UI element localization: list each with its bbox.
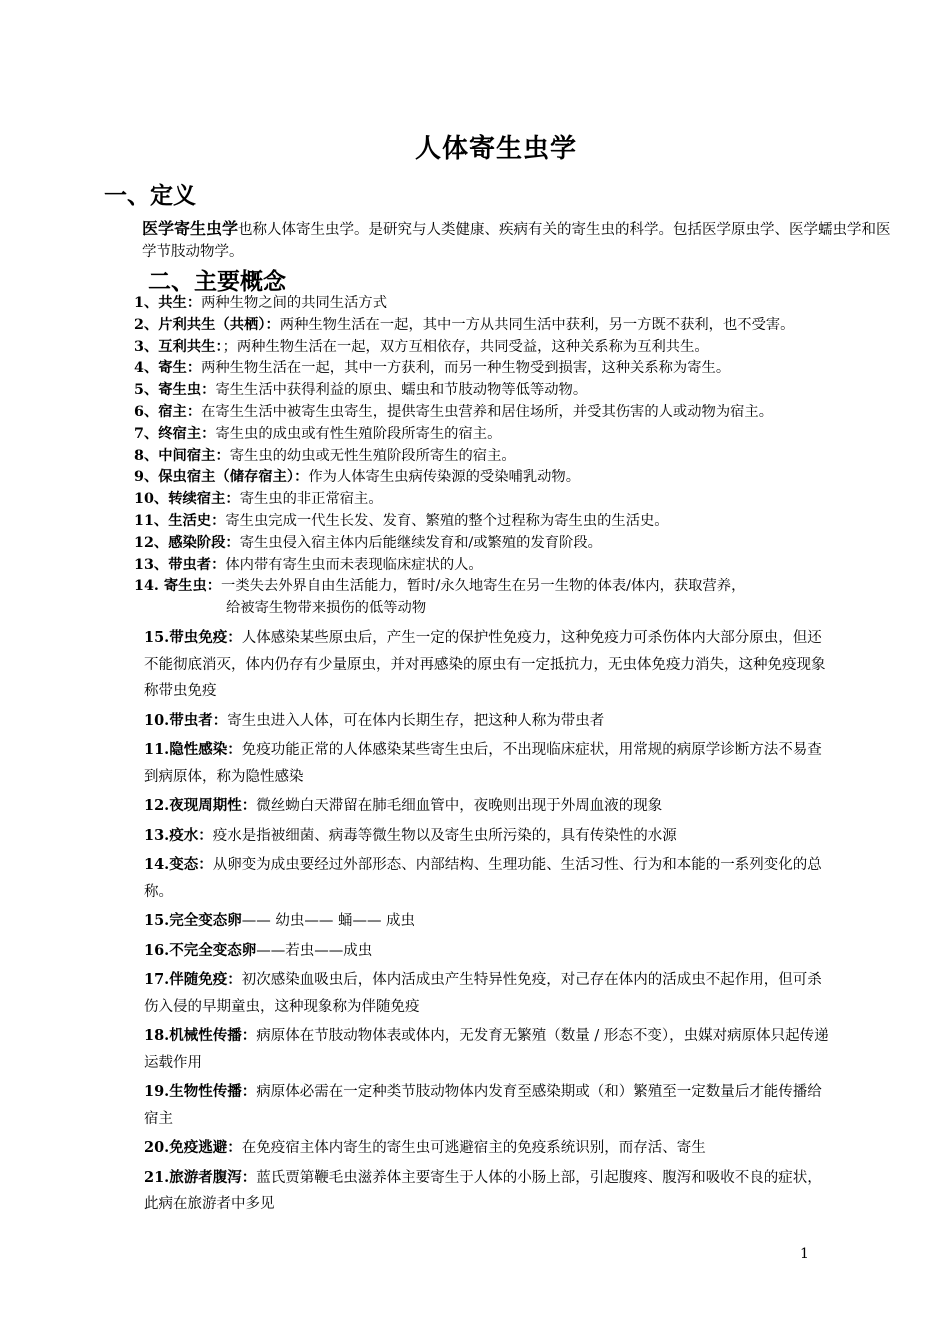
concept-term: 带虫者 xyxy=(169,711,213,729)
concept-list-primary xyxy=(134,293,914,620)
concept-separator: ： xyxy=(186,360,202,377)
concept-term: 带虫者 xyxy=(168,556,212,573)
concept-number: 7、 xyxy=(134,425,159,442)
definition-paragraph xyxy=(104,218,894,263)
concept-term: 生活史 xyxy=(168,512,212,529)
concept-item xyxy=(134,533,914,555)
concept-term: 转续宿主 xyxy=(168,491,226,508)
concept-separator: ： xyxy=(227,629,242,646)
concept-separator: ： xyxy=(186,403,202,420)
concept-definition: 在免疫宿主体内寄生的寄生虫可逃避宿主的免疫系统识别，而存活、寄生 xyxy=(241,1140,706,1156)
concept-item xyxy=(144,852,834,905)
concept-number: 5、 xyxy=(134,382,159,399)
concept-item xyxy=(134,293,914,315)
concept-term: 夜现周期性 xyxy=(169,797,242,814)
concept-term: 生物性传播 xyxy=(169,1083,242,1100)
concept-number: 12. xyxy=(144,797,170,814)
concept-number: 15. xyxy=(144,629,170,646)
concept-term: 互利共生 xyxy=(158,338,216,355)
concept-separator: ： xyxy=(241,1083,257,1100)
concept-number: 6、 xyxy=(134,403,159,420)
concept-term: 疫水 xyxy=(169,826,199,844)
concept-definition: 免疫功能正常的人体感染某些寄生虫后，不出现临床症状，用常规的病原学诊断方法不易查到病原体，称为隐性感染 xyxy=(144,742,822,785)
concept-definition: 体内带有寄生虫而未表现临床症状的人。 xyxy=(225,556,483,573)
concept-definition: 蓝氏贾第鞭毛虫滋养体主要寄生于人体的小肠上部，引起腹疼、腹泻和吸收不良的症状，此病在旅游者中多见 xyxy=(144,1169,822,1212)
concept-definition: 微丝蚴白天滞留在肺毛细血管中，夜晚则出现于外周血液的现象 xyxy=(256,798,663,814)
concept-item xyxy=(144,625,834,705)
concept-term: 机械性传播 xyxy=(169,1027,242,1044)
concept-term: 完全变态卵 xyxy=(169,912,242,929)
concept-number: 13、 xyxy=(134,556,169,573)
definition-text xyxy=(104,218,894,263)
concept-term: 宿主 xyxy=(158,403,187,420)
concept-number: 4、 xyxy=(134,360,159,377)
concept-item xyxy=(134,576,914,620)
concept-separator: ： xyxy=(212,711,228,729)
concept-number: 3、 xyxy=(134,338,159,355)
concept-definition: 寄生虫的非正常宿主。 xyxy=(239,491,383,508)
concept-number: 10、 xyxy=(134,491,169,508)
concept-item xyxy=(134,555,914,577)
concept-item xyxy=(144,1165,834,1218)
concept-definition: 两种生物生活在一起，其中一方获利，而另一种生物受到损害，这种关系称为寄生。 xyxy=(201,360,731,377)
concept-definition: 从卵变为成虫要经过外部形态、内部结构、生理功能、生活习性、行为和本能的一系列变化的总称。 xyxy=(144,857,822,900)
concept-number: 16. xyxy=(144,941,170,959)
concept-term: 带虫免疫 xyxy=(169,629,228,646)
concept-term: 共生 xyxy=(158,295,187,311)
concept-number: 19. xyxy=(144,1083,170,1100)
concept-item xyxy=(134,358,914,380)
concept-definition: 一类失去外界自由生活能力，暂时/永久地寄生在另一生物的体表/体内，获取营养， xyxy=(221,578,746,595)
concept-item xyxy=(144,1079,834,1132)
concept-separator: ： xyxy=(227,971,242,988)
concept-definition: ；两种生物生活在一起，双方互相依存，共同受益，这种关系称为互利共生。 xyxy=(222,338,709,355)
concept-definition: 寄生虫侵入宿主体内后能继续发育和/或繁殖的发育阶段。 xyxy=(239,534,602,551)
concept-separator: ： xyxy=(186,295,202,311)
concept-term: 伴随免疫 xyxy=(169,971,228,988)
concept-definition: 寄生虫进入人体，可在体内长期生存，把这种人称为带虫者 xyxy=(227,712,605,729)
concept-number: 18. xyxy=(144,1027,170,1044)
concept-number: 10. xyxy=(144,711,170,729)
concept-item xyxy=(144,793,834,820)
concept-number: 14. xyxy=(134,578,164,595)
concept-item xyxy=(144,1023,834,1076)
concept-number: 13. xyxy=(144,826,170,844)
concept-item xyxy=(134,467,914,489)
concept-list-secondary xyxy=(144,625,834,1221)
concept-number: 11. xyxy=(144,741,170,758)
concept-item xyxy=(134,402,914,424)
concept-term: 中间宿主 xyxy=(158,447,216,464)
concept-term: 免疫逃避 xyxy=(169,1139,228,1156)
concept-separator: ： xyxy=(225,534,240,551)
concept-definition: 人体感染某些原虫后，产生一定的保护性免疫力，这种免疫力可杀伤体内大部分原虫，但还不能彻底消灭，体内仍存有少量原虫，并对再感染的原虫有一定抵抗力，无虫体免疫力消失，这种免疫现象称带虫免疫 xyxy=(144,630,826,699)
concept-term: 变态 xyxy=(169,856,199,873)
concept-separator: ： xyxy=(198,856,213,873)
concept-term: 感染阶段 xyxy=(168,534,226,551)
definition-term: 医学寄生虫学 xyxy=(142,219,239,238)
concept-item xyxy=(144,823,834,850)
concept-number: 12、 xyxy=(134,534,169,551)
concept-term: 不完全变态卵 xyxy=(169,941,257,959)
concept-term: 寄生虫 xyxy=(158,382,202,399)
concept-number: 11、 xyxy=(134,512,169,529)
concept-separator: ： xyxy=(215,338,223,355)
concept-separator: ： xyxy=(227,1139,242,1156)
concept-term: 寄生 xyxy=(158,360,187,377)
concept-number: 21. xyxy=(144,1168,170,1186)
concept-item xyxy=(144,708,834,735)
concept-separator: ： xyxy=(206,578,222,595)
concept-number: 2、 xyxy=(134,316,159,333)
concept-number: 1、 xyxy=(134,295,159,311)
concept-item xyxy=(134,315,914,337)
concept-definition: 作为人体寄生虫病传染源的受染哺乳动物。 xyxy=(308,469,581,486)
concept-number: 20. xyxy=(144,1139,170,1156)
concept-term: 旅游者腹泻 xyxy=(169,1168,242,1186)
concept-definition: 病原体必需在一定种类节肢动物体内发育至感染期或（和）繁殖至一定数量后才能传播给宿主 xyxy=(144,1084,822,1127)
concept-separator: ： xyxy=(211,556,226,573)
section-heading-concepts: 二、主要概念 xyxy=(148,268,286,295)
concept-definition: 寄生虫的幼虫或无性生殖阶段所寄生的宿主。 xyxy=(229,447,516,464)
concept-separator: ： xyxy=(225,491,240,508)
concept-number: 14. xyxy=(144,856,170,873)
concept-term: 寄生虫 xyxy=(163,578,207,595)
concept-term: 隐性感染 xyxy=(169,741,228,758)
concept-separator: ： xyxy=(241,1168,257,1186)
document-title: 人体寄生虫学 xyxy=(414,134,577,164)
concept-definition: 在寄生生活中被寄生虫寄生，提供寄生虫营养和居住场所，并受其伤害的人或动物为宿主。 xyxy=(201,403,774,420)
concept-separator: ： xyxy=(198,826,213,844)
concept-separator: ： xyxy=(201,382,216,399)
concept-definition: 病原体在节肢动物体表或体内，无发育无繁殖（数量 / 形态不变），虫媒对病原体只起传递运载作用 xyxy=(144,1028,829,1071)
concept-definition: 寄生生活中获得利益的原虫、蠕虫和节肢动物等低等动物。 xyxy=(215,382,588,399)
concept-definition: 寄生虫完成一代生长发、发育、繁殖的整个过程称为寄生虫的生活史。 xyxy=(225,512,669,529)
concept-term: 保虫宿主（储存宿主） xyxy=(158,469,295,486)
concept-number: 8、 xyxy=(134,447,159,464)
concept-term: 片利共生（共栖） xyxy=(158,316,266,333)
concept-definition: 两种生物生活在一起，其中一方从共同生活中获利，另一方既不获利，也不受害。 xyxy=(279,316,795,333)
concept-definition: 两种生物之间的共同生活方式 xyxy=(201,295,387,311)
concept-number: 17. xyxy=(144,971,170,988)
concept-item xyxy=(134,489,914,511)
concept-item xyxy=(134,380,914,402)
definition-body: 也称人体寄生虫学。是研究与人类健康、疾病有关的寄生虫的科学。包括医学原虫学、医学蠕虫学和医学节肢动物学。 xyxy=(142,222,891,260)
concept-item xyxy=(134,446,914,468)
section-heading-definition: 一、定义 xyxy=(104,182,196,209)
concept-item xyxy=(134,511,914,533)
concept-item xyxy=(144,938,834,965)
concept-separator: ： xyxy=(241,1027,257,1044)
concept-separator: ： xyxy=(227,741,242,758)
concept-item xyxy=(144,908,834,935)
concept-separator: ： xyxy=(294,469,309,486)
concept-term: 终宿主 xyxy=(158,425,202,442)
concept-item xyxy=(144,1135,834,1162)
concept-item xyxy=(144,967,834,1020)
concept-item xyxy=(134,424,914,446)
concept-definition-continued: 给被寄生物带来损伤的低等动物 xyxy=(226,600,427,617)
concept-number: 9、 xyxy=(134,469,159,486)
concept-item xyxy=(134,337,914,359)
concept-separator: ： xyxy=(211,512,226,529)
concept-separator: ： xyxy=(215,447,230,464)
concept-item xyxy=(144,737,834,790)
concept-definition: —— 幼虫—— 蛹—— 成虫 xyxy=(241,913,416,929)
concept-definition: 寄生虫的成虫或有性生殖阶段所寄生的宿主。 xyxy=(215,425,502,442)
concept-separator: ： xyxy=(201,425,216,442)
concept-number: 15. xyxy=(144,912,170,929)
page-number: 1 xyxy=(800,1246,809,1262)
concept-definition: ——若虫——成虫 xyxy=(256,942,373,959)
concept-separator: ： xyxy=(265,316,280,333)
concept-separator: ： xyxy=(241,797,257,814)
concept-definition: 疫水是指被细菌、病毒等微生物以及寄生虫所污染的，具有传染性的水源 xyxy=(212,827,677,844)
concept-definition: 初次感染血吸虫后，体内活成虫产生特异性免疫，对己存在体内的活成虫不起作用，但可杀伤入侵的早期童虫，这种现象称为伴随免疫 xyxy=(144,972,822,1015)
